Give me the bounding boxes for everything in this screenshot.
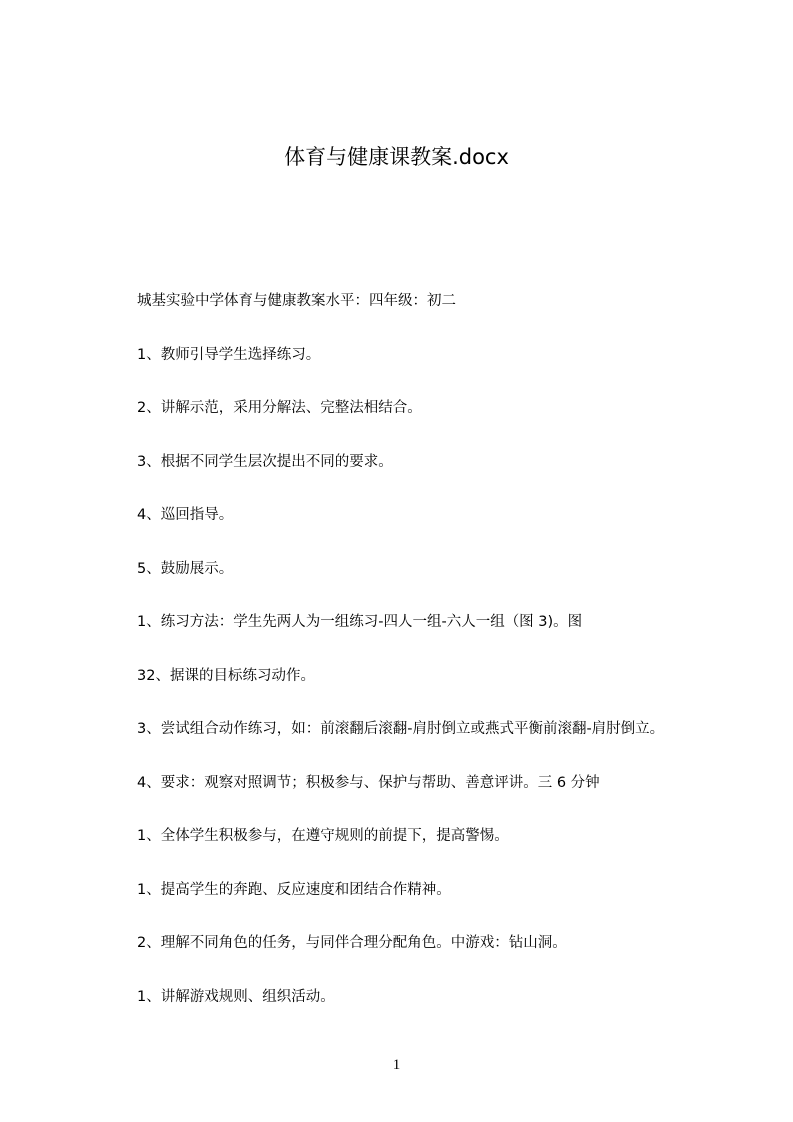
body-line-7: 1、练习方法：学生先两人为一组练习-四人一组-六人一组（图 3)。图: [137, 614, 583, 630]
body-line-14: 1、讲解游戏规则、组织活动。: [137, 988, 335, 1005]
body-line-13: 2、理解不同角色的任务，与同伴合理分配角色。中游戏：钻山洞。: [137, 935, 567, 951]
body-line-1: 城基实验中学体育与健康教案水平：四年级：初二: [137, 293, 456, 309]
body-line-10: 4、要求：观察对照调节；积极参与、保护与帮助、善意评讲。三 6 分钟: [137, 774, 600, 791]
body-line-8: 32、据课的目标练习动作。: [137, 667, 315, 684]
body-line-2: 1、教师引导学生选择练习。: [137, 346, 321, 363]
body-line-11: 1、全体学生积极参与，在遵守规则的前提下，提高警惕。: [137, 828, 509, 844]
body-line-4: 3、根据不同学生层次提出不同的要求。: [137, 453, 393, 470]
document-body: [137, 288, 737, 1037]
body-line-3: 2、讲解示范，采用分解法、完整法相结合。: [137, 400, 422, 416]
body-line-9: 3、尝试组合动作练习，如：前滚翻后滚翻-肩肘倒立或燕式平衡前滚翻-肩肘倒立。: [137, 721, 665, 737]
body-line-12: 1、提高学生的奔跑、反应速度和团结合作精神。: [137, 881, 451, 898]
page-number: 1: [392, 1057, 401, 1073]
body-line-5: 4、巡回指导。: [137, 507, 234, 523]
document-title: 体育与健康课教案.docx: [284, 145, 509, 169]
body-line-6: 5、鼓励展示。: [137, 560, 234, 577]
